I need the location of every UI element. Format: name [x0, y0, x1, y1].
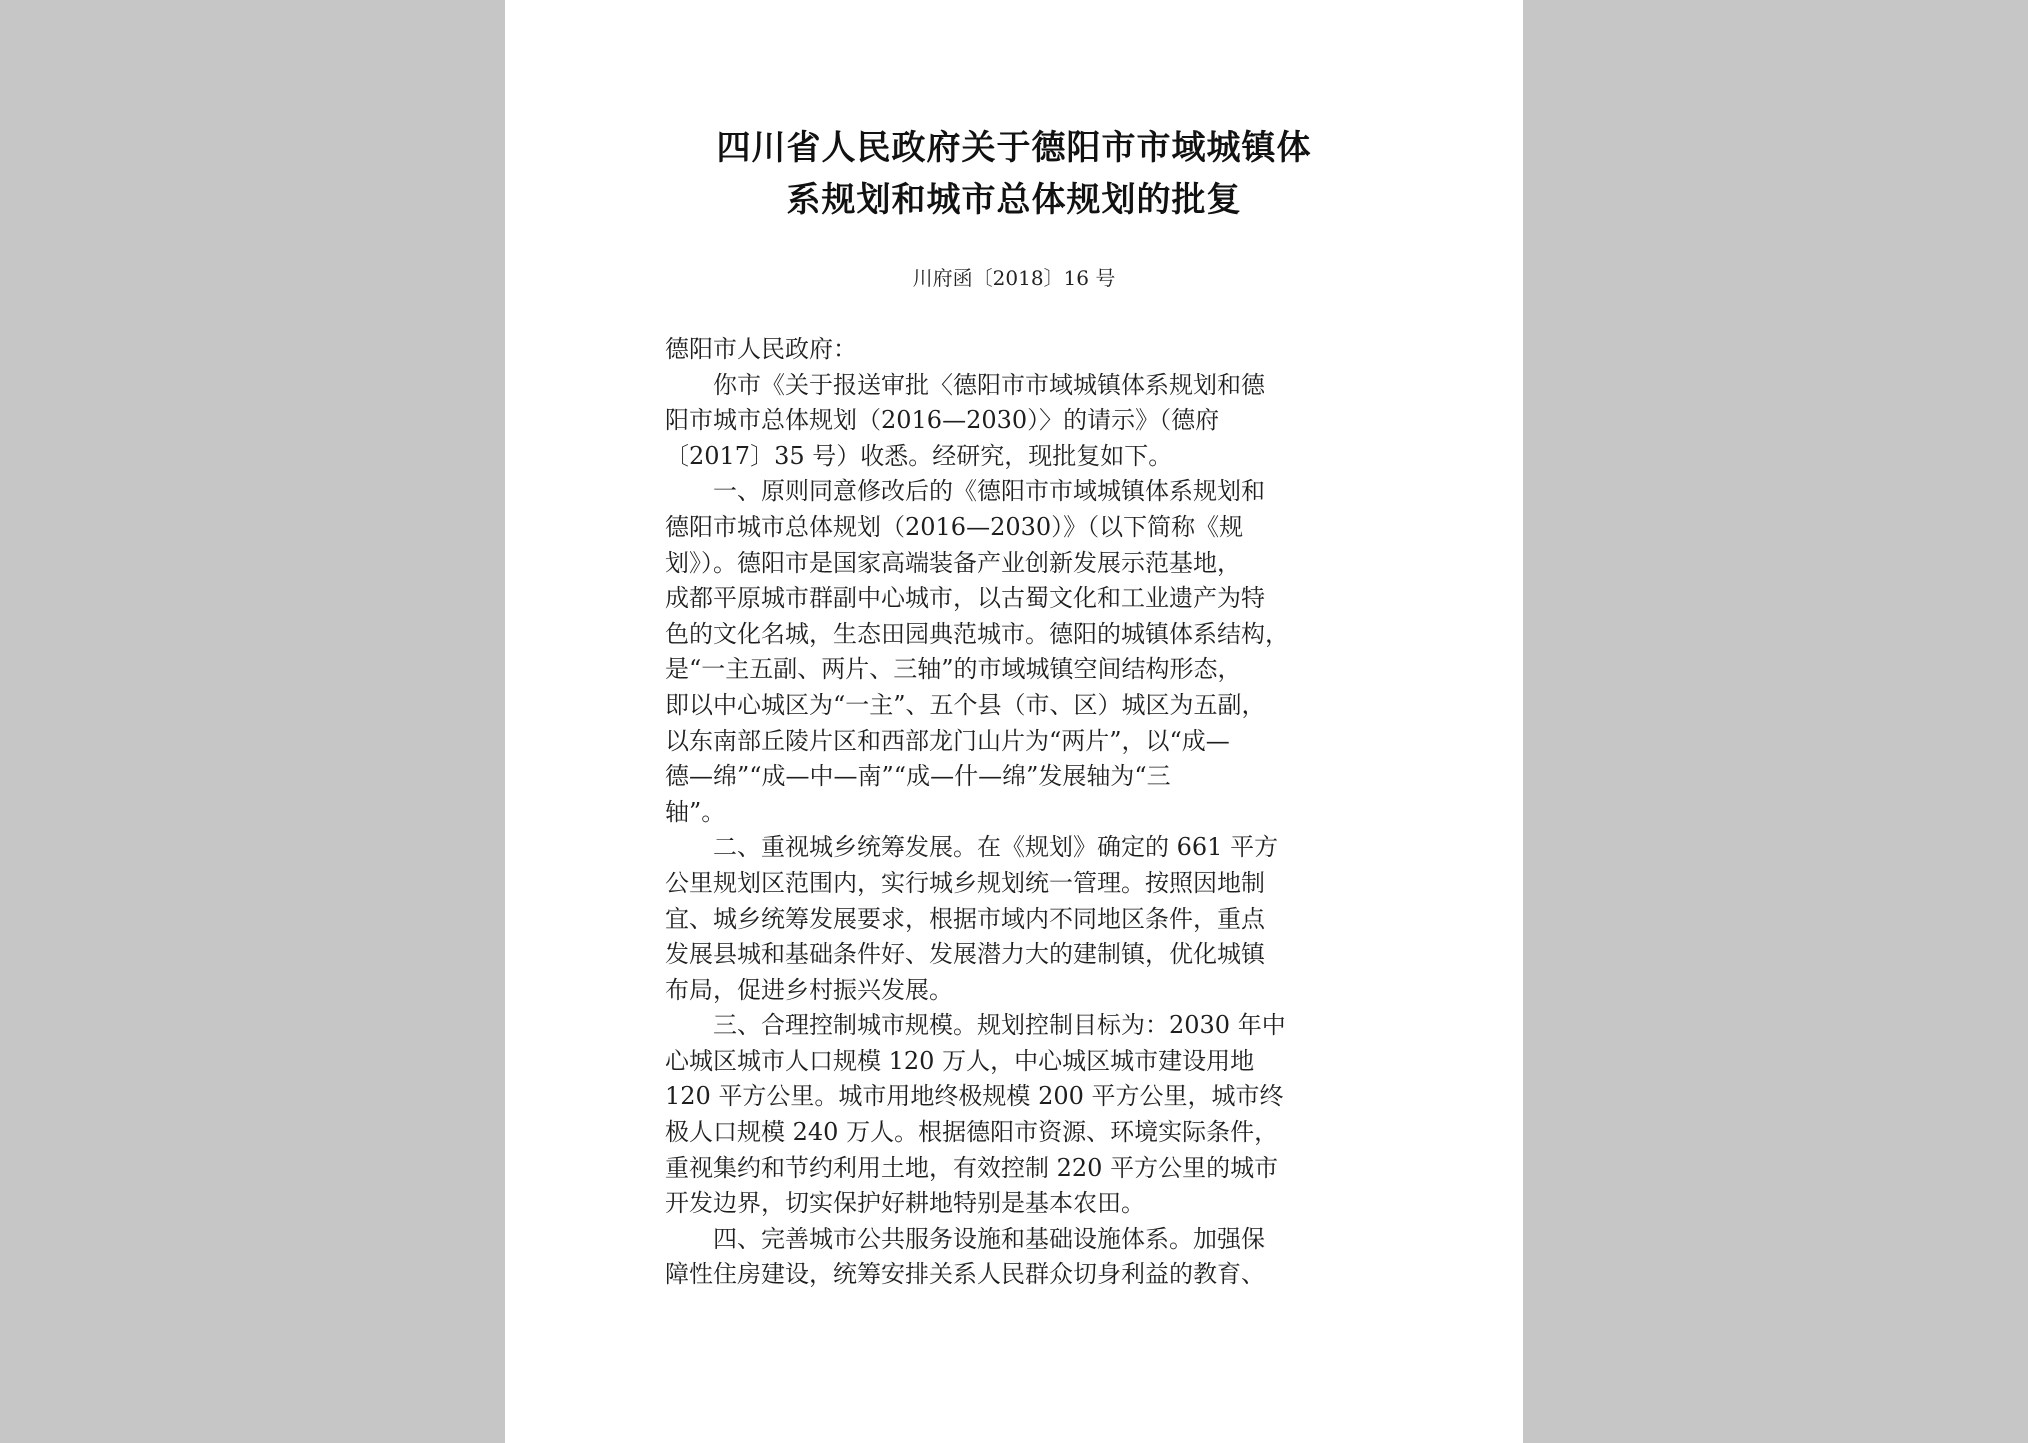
document-title — [505, 122, 1523, 226]
body-line: 成都平原城市群副中心城市，以古蜀文化和工业遗产为特 — [665, 584, 1265, 613]
body-line: 发展县城和基础条件好、发展潜力大的建制镇，优化城镇 — [665, 940, 1265, 969]
body-line: 色的文化名城，生态田园典范城市。德阳的城镇体系结构， — [665, 619, 1289, 648]
body-line: 120 平方公里。城市用地终极规模 200 平方公里，城市终 — [665, 1082, 1284, 1111]
body-line: 二、重视城乡统筹发展。在《规划》确定的 661 平方 — [665, 833, 1279, 862]
body-line: 以东南部丘陵片区和西部龙门山片为“两片”，以“成— — [665, 726, 1230, 755]
body-line: 德—绵”“成—中—南”“成—什—绵”发展轴为“三 — [665, 762, 1171, 791]
body-line: 德阳市人民政府： — [665, 335, 857, 363]
body-line: 极人口规模 240 万人。根据德阳市资源、环境实际条件， — [665, 1118, 1279, 1147]
title-line: 四川省人民政府关于德阳市市域城镇体 — [716, 128, 1312, 168]
document-page — [505, 0, 1523, 1443]
body-line: 四、完善城市公共服务设施和基础设施体系。加强保 — [665, 1224, 1265, 1253]
body-line: 划》）。德阳市是国家高端装备产业创新发展示范基地， — [665, 548, 1241, 577]
document-number: 川府函〔2018〕16 号 — [912, 266, 1116, 290]
body-line: 公里规划区范围内，实行城乡规划统一管理。按照因地制 — [665, 868, 1265, 897]
body-line: 障性住房建设，统筹安排关系人民群众切身利益的教育、 — [665, 1260, 1265, 1289]
body-line: 即以中心城区为“一主”、五个县（市、区）城区为五副， — [665, 690, 1266, 719]
body-line: 德阳市城市总体规划（2016—2030）》（以下简称《规 — [665, 512, 1244, 541]
body-line: 你市《关于报送审批〈德阳市市域城镇体系规划和德 — [665, 370, 1265, 399]
body-line: 轴”。 — [665, 797, 726, 826]
body-line: 一、原则同意修改后的《德阳市市域城镇体系规划和 — [665, 477, 1265, 506]
body-line: 〔2017〕35 号）收悉。经研究，现批复如下。 — [665, 441, 1173, 470]
body-line: 是“一主五副、两片、三轴”的市域城镇空间结构形态， — [665, 655, 1242, 684]
document-body — [665, 332, 1365, 1293]
title-line: 系规划和城市总体规划的批复 — [786, 180, 1242, 220]
body-line: 宜、城乡统筹发展要求，根据市域内不同地区条件，重点 — [665, 904, 1265, 933]
body-line: 开发边界，切实保护好耕地特别是基本农田。 — [665, 1189, 1145, 1218]
body-line: 布局，促进乡村振兴发展。 — [665, 975, 953, 1004]
body-line: 阳市城市总体规划（2016—2030）〉的请示》（德府 — [665, 406, 1220, 435]
body-line: 心城区城市人口规模 120 万人，中心城区城市建设用地 — [665, 1046, 1255, 1075]
body-line: 重视集约和节约利用土地，有效控制 220 平方公里的城市 — [665, 1153, 1279, 1182]
body-line: 三、合理控制城市规模。规划控制目标为：2030 年中 — [665, 1011, 1286, 1040]
